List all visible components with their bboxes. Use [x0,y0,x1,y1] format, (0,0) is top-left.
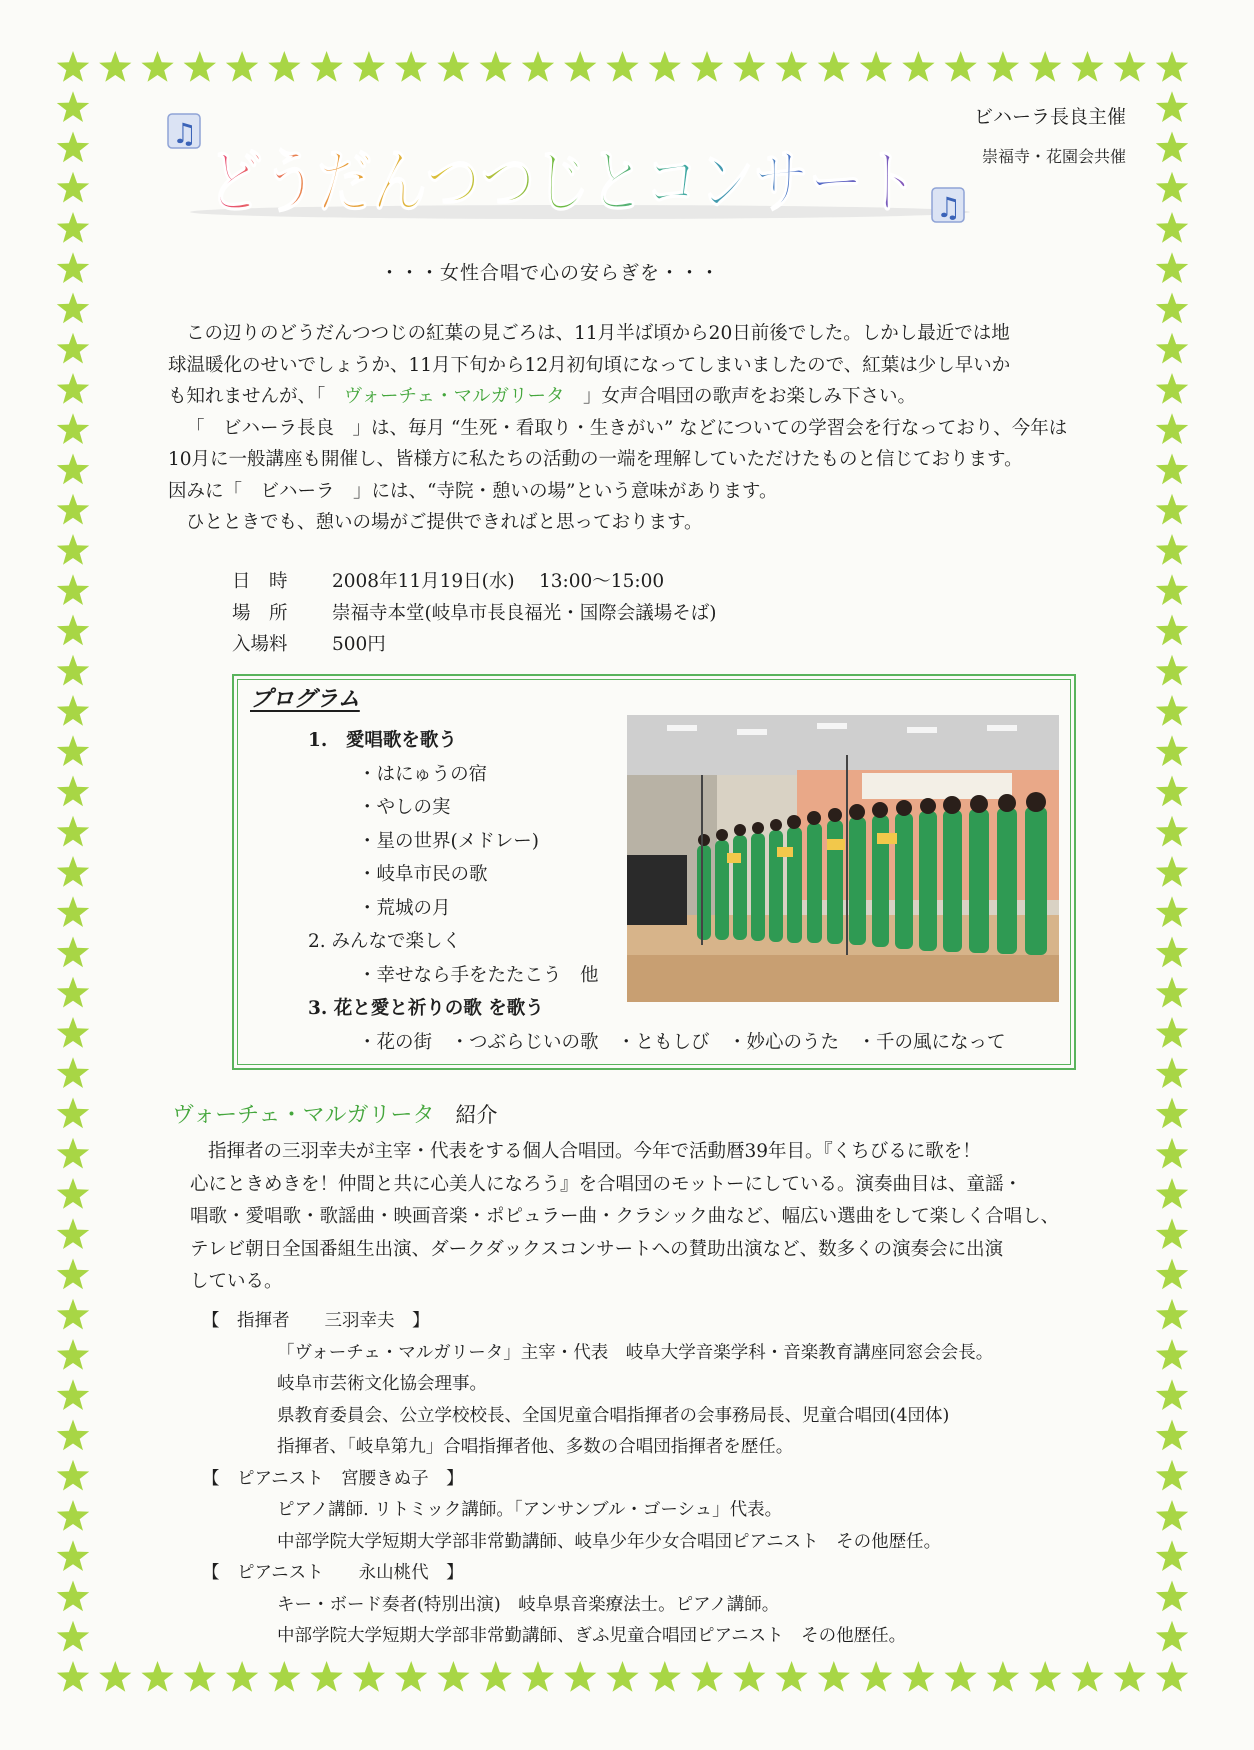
star-icon [1156,896,1188,927]
place-label: 場 所 [232,602,288,624]
star-icon [1156,91,1188,122]
star-icon [57,212,89,243]
star-icon [57,494,89,525]
program-section: 2. みんなで楽しく [308,931,462,952]
star-icon [1156,132,1188,163]
program-title: プログラム [250,686,360,712]
star-icon [1156,856,1188,887]
star-icon [606,51,638,82]
pianist-heading: 【 ピアニスト 永山桃代 】 [202,1563,464,1583]
intro-line: 「 ビハーラ長良 」は、毎月 “生死・看取り・生きがい” などについての学習会を行なっており、今年は [186,417,1068,439]
star-icon [1156,454,1188,485]
star-icon [1156,1098,1188,1129]
star-icon [1156,1379,1188,1410]
star-icon [1156,1420,1188,1451]
bio-line: 指揮者、「岐阜第九」合唱指揮者他、多数の合唱団指揮者を歴任。 [277,1437,794,1457]
star-icon [99,1661,131,1692]
star-icon [860,51,892,82]
star-icon [480,1661,512,1692]
program-item: ・星の世界(メドレー) [358,830,539,852]
intro-line: 因みに「 ビハーラ 」には、“寺院・憩いの場”という意味があります。 [168,480,778,502]
star-icon [57,293,89,324]
intro-line: 球温暖化のせいでしょうか、11月下旬から12月初旬頃になってしまいましたので、紅葉は少し早いか [168,354,1011,376]
star-icon [57,454,89,485]
program-section: 1. 愛唱歌を歌う [308,730,457,751]
star-icon [99,51,131,82]
star-icon [1156,333,1188,364]
star-icon [522,1661,554,1692]
star-icon [522,51,554,82]
program-item: ・岐阜市民の歌 [358,864,488,885]
title-banner [150,108,990,248]
star-icon [395,51,427,82]
svg-text:♫: ♫ [172,117,198,150]
star-icon [1156,172,1188,203]
star-icon [1156,1500,1188,1531]
star-icon [1156,776,1188,807]
star-icon [1156,816,1188,847]
program-item: ・幸せなら手をたたこう 他 [358,964,599,986]
star-icon [57,91,89,122]
star-icon [649,51,681,82]
star-icon [1156,1138,1188,1169]
star-icon [57,1661,89,1692]
pianist-heading: 【 ピアニスト 宮腰きぬ子 】 [202,1468,464,1489]
intro-line: ひとときでも、憩いの場がご提供できればと思っております。 [186,512,703,533]
conductor-heading: 【 指揮者 三羽幸夫 】 [202,1311,430,1331]
program-item: ・やしの実 [358,797,451,818]
choir-intro-line: 指揮者の三羽幸夫が主宰・代表をする個人合唱団。今年で活動暦39年目。『くちびるに歌を！ [208,1141,981,1162]
star-icon [1156,252,1188,283]
star-icon [1156,1299,1188,1330]
star-icon [57,413,89,444]
star-icon [733,1661,765,1692]
star-icon [184,1661,216,1692]
star-icon [57,896,89,927]
star-icon [1156,373,1188,404]
star-icon [775,1661,807,1692]
star-icon [987,51,1019,82]
star-icon [57,1299,89,1330]
program-section: 3. 花と愛と祈りの歌 を歌う [308,998,544,1019]
star-icon [1156,655,1188,686]
choir-intro-line: している。 [190,1271,283,1292]
choir-name-highlight: ヴォーチェ・マルガリータ [343,386,565,407]
star-icon [1156,977,1188,1008]
star-icon [1156,574,1188,605]
star-icon [691,51,723,82]
bio-line: 「ヴォーチェ・マルガリータ」主宰・代表 岐阜大学音楽学科・音楽教育講座同窓会会長。 [277,1342,994,1363]
star-icon [1156,735,1188,766]
svg-text:♫: ♫ [936,191,962,224]
star-icon [353,1661,385,1692]
star-icon [1071,1661,1103,1692]
event-details [232,566,716,661]
star-icon [733,51,765,82]
star-icon [57,937,89,968]
star-icon [606,1661,638,1692]
star-icon [945,51,977,82]
star-icon [902,1661,934,1692]
star-icon [945,1661,977,1692]
star-icon [1156,1460,1188,1491]
program-item: ・花の街 ・つぶらじいの歌 ・ともしび ・妙心のうた ・千の風になって [358,1031,1006,1053]
star-icon [564,51,596,82]
star-icon [57,534,89,565]
star-icon [57,574,89,605]
star-icon [57,1259,89,1290]
choir-photo [627,715,1059,1002]
star-icon [1156,1661,1188,1692]
star-icon [437,51,469,82]
star-icon [226,1661,258,1692]
bio-line: 中部学院大学短期大学部非常勤講師、岐阜少年少女合唱団ピアニスト その他歴任。 [277,1531,942,1552]
choir-intro-line: テレビ朝日全国番組生出演、ダークダックスコンサートへの賛助出演など、数多くの演奏会に出演 [190,1238,1004,1260]
star-icon [1156,293,1188,324]
star-icon [57,1017,89,1048]
star-icon [1156,1540,1188,1571]
choir-intro-line: 唱歌・愛唱歌・歌謡曲・映画音楽・ポピュラー曲・クラシック曲など、幅広い選曲をして楽しく合唱し、 [190,1206,1060,1227]
star-icon [649,1661,681,1692]
bio-line: キー・ボード奏者(特別出演) 岐阜県音楽療法士。ピアノ講師。 [277,1594,780,1615]
star-icon [57,695,89,726]
intro-line: 10月に一般講座も開催し、皆様方に私たちの活動の一端を理解していただけたものと信じております。 [168,449,1023,470]
subtitle: ・・・女性合唱で心の安らぎを・・・ [380,262,721,284]
star-icon [226,51,258,82]
star-icon [57,655,89,686]
star-icon [57,1057,89,1088]
star-icon [268,1661,300,1692]
star-icon [902,51,934,82]
star-icon [57,1339,89,1370]
organizer: ビハーラ長良主催 [973,106,1126,128]
star-icon [1156,413,1188,444]
star-icon [57,172,89,203]
star-icon [1156,534,1188,565]
star-icon [1156,51,1188,82]
choir-intro-suffix: 紹介 [455,1103,498,1127]
star-icon [57,776,89,807]
star-icon [353,51,385,82]
star-icon [57,1178,89,1209]
star-icon [57,333,89,364]
star-icon [437,1661,469,1692]
star-icon [564,1661,596,1692]
star-icon [1156,1581,1188,1612]
star-icon [860,1661,892,1692]
star-icon [1156,1017,1188,1048]
star-icon [1029,1661,1061,1692]
page-title: どうだんつつじとコンサート [208,141,918,223]
star-icon [1156,1259,1188,1290]
star-icon [310,1661,342,1692]
star-icon [57,132,89,163]
star-icon [57,252,89,283]
music-note-icon [168,114,200,150]
star-icon [57,1540,89,1571]
star-icon [480,51,512,82]
program-item: ・荒城の月 [358,897,451,919]
fee-label: 入場料 [232,634,288,655]
star-icon [57,1218,89,1249]
bio-line: 中部学院大学短期大学部非常勤講師、ぎふ児童合唱団ピアニスト その他歴任。 [277,1626,907,1646]
co-organizers: 崇福寺・花園会共催 [981,147,1126,166]
star-icon [310,51,342,82]
star-icon [1156,1057,1188,1088]
star-icon [57,1581,89,1612]
music-note-icon [932,188,964,224]
star-icon [57,51,89,82]
bio-line: 県教育委員会、公立学校校長、全国児童合唱指揮者の会事務局長、児童合唱団(4団体) [277,1405,950,1426]
star-icon [1156,212,1188,243]
star-icon [184,51,216,82]
star-icon [57,373,89,404]
choir-intro-heading [172,1098,497,1129]
intro-line: この辺りのどうだんつつじの紅葉の見ごろは、11月半ば頃から20日前後でした。しかし最近では地 [186,323,1010,344]
star-icon [818,1661,850,1692]
star-icon [1114,1661,1146,1692]
star-icon [1156,1178,1188,1209]
star-icon [57,1098,89,1129]
star-icon [1156,937,1188,968]
date-label: 日 時 [232,571,288,592]
choir-intro-text [190,1136,1090,1299]
choir-intro-line: 心にときめきを！仲間と共に心美人になろう』を合唱団のモットーにしている。演奏曲目は、童謡・ [190,1173,1022,1195]
star-icon [57,1500,89,1531]
star-icon [57,1138,89,1169]
star-icon [57,816,89,847]
star-icon [268,51,300,82]
star-icon [57,977,89,1008]
star-icon [818,51,850,82]
star-icon [395,1661,427,1692]
star-icon [57,1379,89,1410]
star-icon [1156,1218,1188,1249]
choir-name: ヴォーチェ・マルガリータ [172,1103,435,1128]
star-icon [1071,51,1103,82]
star-icon [1156,494,1188,525]
date-value: 2008年11月19日(水) 13:00～15:00 [332,571,665,592]
star-icon [57,735,89,766]
bio-line: ピアノ講師. リトミック講師。「アンサンブル・ゴーシュ」代表。 [277,1500,783,1520]
star-icon [57,1420,89,1451]
star-icon [1029,51,1061,82]
star-icon [57,615,89,646]
star-icon [775,51,807,82]
fee-value: 500円 [332,634,386,655]
place-value: 崇福寺本堂(岐阜市長良福光・国際会議場そば) [332,602,717,624]
star-icon [1156,695,1188,726]
star-icon [141,1661,173,1692]
intro-text [168,318,1088,539]
intro-line: も知れませんが、「 ヴォーチェ・マルガリータ 」女声合唱団の歌声をお楽しみ下さい。 [168,386,916,407]
star-icon [1114,51,1146,82]
star-icon [141,51,173,82]
star-icon [987,1661,1019,1692]
star-icon [1156,1339,1188,1370]
star-icon [57,1460,89,1491]
bio-line: 岐阜市芸術文化協会理事。 [277,1374,487,1394]
star-icon [1156,1621,1188,1652]
star-icon [57,856,89,887]
performer-bios [202,1306,993,1653]
star-icon [691,1661,723,1692]
star-icon [57,1621,89,1652]
star-icon [1156,615,1188,646]
program-item: ・はにゅうの宿 [358,763,488,785]
